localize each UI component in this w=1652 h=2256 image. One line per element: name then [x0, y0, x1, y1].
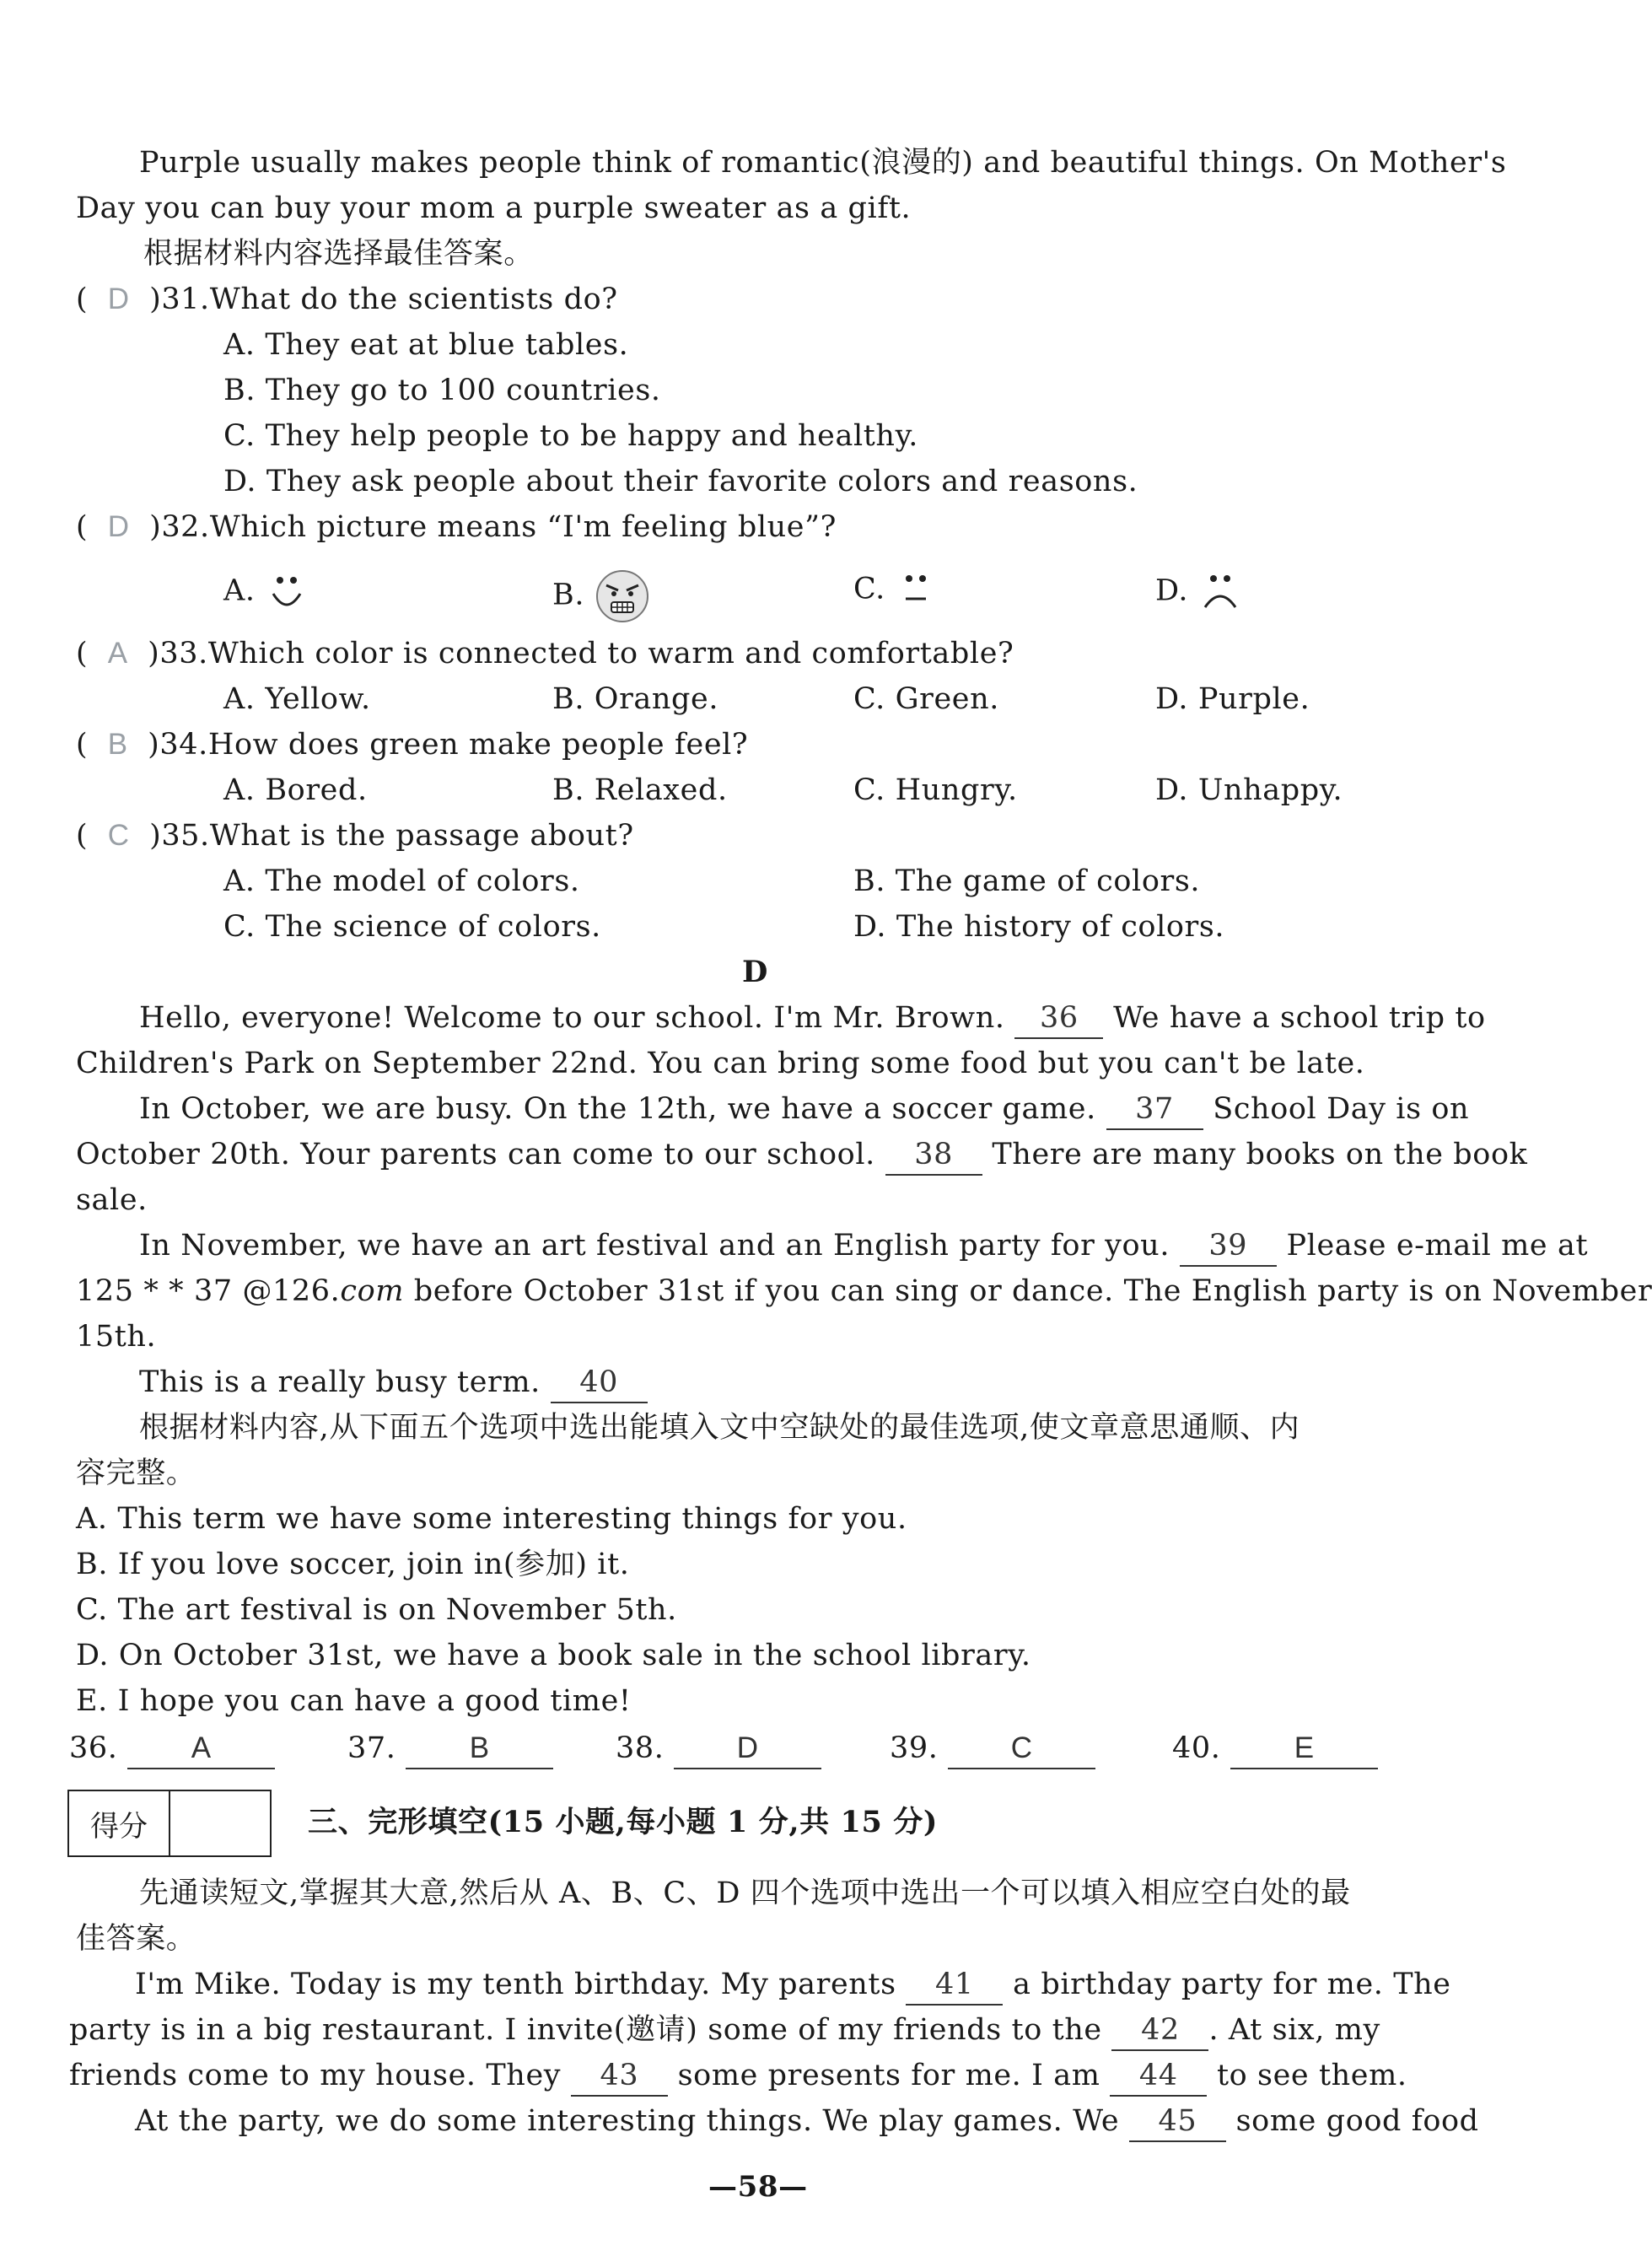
answer-32: D [107, 510, 130, 543]
passage-d-line-3: In October, we are busy. On the 12th, we have a soccer game. 37 School Day is on [139, 1090, 1469, 1130]
q33-option-b: B. Orange. [552, 682, 719, 716]
sad-face-icon [1198, 568, 1244, 616]
q31-option-b: B. They go to 100 countries. [223, 374, 661, 407]
neutral-face-icon [896, 568, 936, 612]
choice-b: B. If you love soccer, join in(参加) it. [76, 1548, 630, 1581]
passage-d-line-5: sale. [76, 1183, 148, 1217]
q33-option-a: A. Yellow. [223, 682, 371, 716]
smiling-face-icon [265, 568, 312, 616]
choice-c: C. The art festival is on November 5th. [76, 1593, 677, 1627]
blank-40: 40 [551, 1363, 648, 1403]
passage-c-instruction: 根据材料内容选择最佳答案。 [143, 237, 534, 271]
q31-option-c: C. They help people to be happy and healthy. [223, 419, 919, 453]
q33-option-c: C. Green. [853, 682, 999, 716]
answer-blank-38: D [674, 1729, 821, 1769]
question-31: ( D )31.What do the scientists do? [76, 283, 618, 316]
choice-e: E. I hope you can have a good time! [76, 1684, 632, 1718]
cloze-line-1: I'm Mike. Today is my tenth birthday. My parents 41 a birthday party for me. The [135, 1965, 1451, 2006]
q32-option-a: A. [223, 568, 312, 616]
question-33: ( A )33.Which color is connected to warm and comfortable? [76, 637, 1014, 670]
answer-row-39: 39. C [890, 1729, 1095, 1769]
passage-c-paragraph-line-2: Day you can buy your mom a purple sweater as a gift. [76, 191, 912, 225]
passage-d-line-6: In November, we have an art festival and an English party for you. 39 Please e-mail me at [139, 1226, 1588, 1267]
cloze-line-3: friends come to my house. They 43 some presents for me. I am 44 to see them. [69, 2056, 1407, 2097]
q32-option-b: B. [552, 568, 650, 624]
cloze-line-2: party is in a big restaurant. I invite(邀请) some of my friends to the 42 . At six, my [69, 2011, 1380, 2051]
choice-a: A. This term we have some interesting things for you. [76, 1502, 907, 1536]
passage-d-line-7: 125 * * 37 @126.com before October 31st if you can sing or dance. The English party is on November [76, 1274, 1652, 1308]
blank-41: 41 [906, 1965, 1003, 2006]
page-number: —58— [708, 2170, 808, 2204]
question-32: ( D )32.Which picture means “I'm feeling blue”? [76, 510, 837, 544]
passage-d-line-9: This is a really busy term. 40 [139, 1363, 648, 1403]
q31-option-d: D. They ask people about their favorite colors and reasons. [223, 465, 1138, 498]
score-label: 得分 [69, 1791, 170, 1855]
answer-31: D [107, 283, 130, 315]
choice-d: D. On October 31st, we have a book sale in the school library. [76, 1639, 1031, 1672]
q34-option-d: D. Unhappy. [1155, 773, 1343, 807]
q33-option-d: D. Purple. [1155, 682, 1310, 716]
answer-row-36: 36. A [69, 1729, 275, 1769]
q35-option-b: B. The game of colors. [853, 864, 1201, 898]
q31-option-a: A. They eat at blue tables. [223, 328, 629, 362]
passage-d-line-1: Hello, everyone! Welcome to our school. I'm Mr. Brown. 36 We have a school trip to [139, 999, 1486, 1039]
q34-option-b: B. Relaxed. [552, 773, 728, 807]
q35-option-c: C. The science of colors. [223, 910, 601, 944]
answer-34: B [107, 728, 128, 761]
q34-option-a: A. Bored. [223, 773, 368, 807]
score-box [67, 1790, 272, 1857]
blank-37: 37 [1106, 1090, 1203, 1130]
blank-42: 42 [1111, 2011, 1208, 2051]
cloze-line-4: At the party, we do some interesting things. We play games. We 45 some good food [135, 2102, 1479, 2142]
score-field[interactable] [170, 1791, 270, 1855]
question-35: ( C )35.What is the passage about? [76, 819, 634, 853]
angry-face-icon [595, 568, 650, 624]
answer-blank-36: A [127, 1729, 275, 1769]
blank-44: 44 [1110, 2056, 1207, 2097]
blank-36: 36 [1014, 999, 1103, 1039]
blank-45: 45 [1129, 2102, 1226, 2142]
section-3-instruction-2: 佳答案。 [76, 1922, 196, 1956]
section-3-title: 三、完形填空(15 小题,每小题 1 分,共 15 分) [308, 1805, 938, 1839]
blank-39: 39 [1180, 1226, 1277, 1267]
answer-blank-40: E [1230, 1729, 1378, 1769]
question-34: ( B )34.How does green make people feel? [76, 728, 749, 762]
passage-d-instruction-1: 根据材料内容,从下面五个选项中选出能填入文中空缺处的最佳选项,使文章意思通顺、内 [139, 1411, 1300, 1445]
answer-row-37: 37. B [347, 1729, 553, 1769]
answer-blank-39: C [948, 1729, 1095, 1769]
q32-option-c: C. [853, 568, 936, 612]
section-3-instruction-1: 先通读短文,掌握其大意,然后从 A、B、C、D 四个选项中选出一个可以填入相应空白处的最 [139, 1876, 1351, 1910]
blank-43: 43 [571, 2056, 668, 2097]
passage-d-instruction-2: 容完整。 [76, 1456, 196, 1490]
q32-option-d: D. [1155, 568, 1244, 616]
passage-d-line-4: October 20th. Your parents can come to our school. 38 There are many books on the book [76, 1135, 1527, 1176]
answer-row-38: 38. D [616, 1729, 821, 1769]
passage-c-paragraph-line-1: Purple usually makes people think of romantic(浪漫的) and beautiful things. On Mother's [139, 146, 1507, 180]
passage-d-line-8: 15th. [76, 1320, 157, 1354]
answer-35: C [107, 819, 130, 852]
answer-blank-37: B [406, 1729, 553, 1769]
passage-d-heading: D [742, 955, 768, 989]
q34-option-c: C. Hungry. [853, 773, 1018, 807]
q35-option-d: D. The history of colors. [853, 910, 1225, 944]
q35-option-a: A. The model of colors. [223, 864, 580, 898]
passage-d-line-2: Children's Park on September 22nd. You can bring some food but you can't be late. [76, 1047, 1365, 1080]
answer-33: A [107, 637, 128, 670]
blank-38: 38 [885, 1135, 982, 1176]
answer-row-40: 40. E [1172, 1729, 1378, 1769]
